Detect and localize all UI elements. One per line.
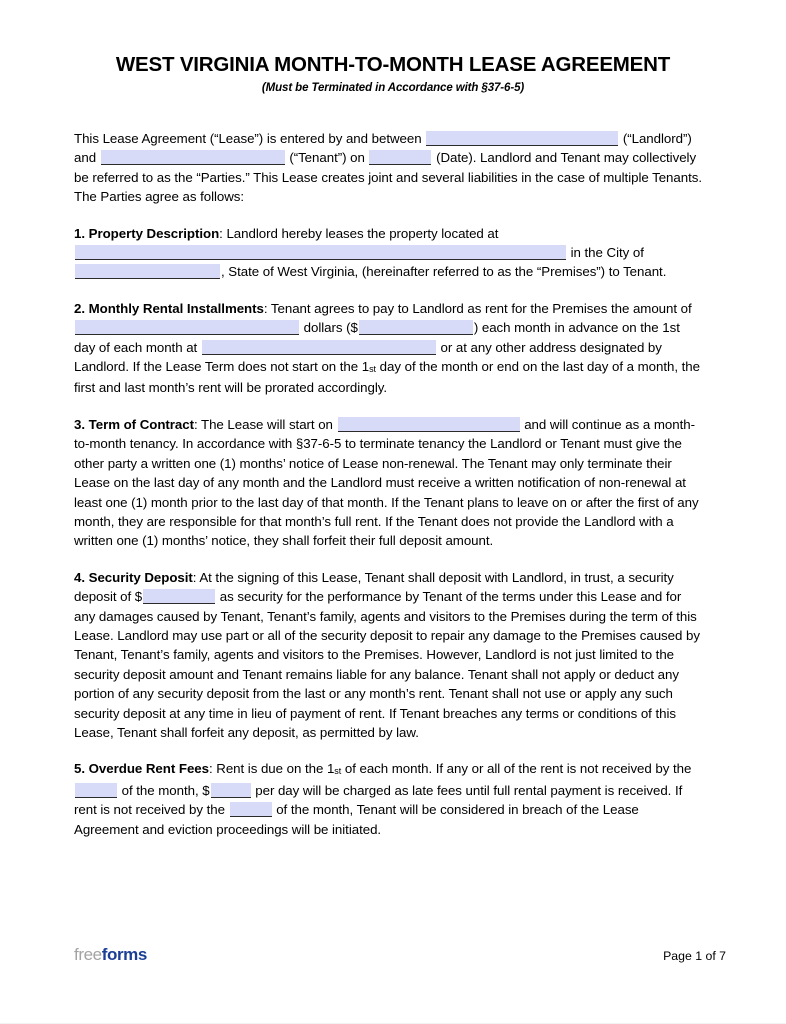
section-5-overdue-rent-fees (74, 759, 702, 839)
intro-text-3: (“Tenant”) on (285, 150, 369, 166)
intro-text-4: (Date). Landlord and Tenant may collectively be referred to as the “Parties.” This Lease creates joint and several liabilities in the case of multiple Tenants. The Parties agree as follows: (74, 150, 702, 205)
logo-text-free: free (74, 945, 102, 964)
section-5-text-2: of each month. If any or all of the rent is not received by the (341, 761, 692, 777)
section-5-text-4: per day will be charged as late fees until full rental payment is received. If rent is not received by the (74, 782, 683, 818)
section-2-monthly-rental-installments (74, 299, 702, 398)
section-4-text-2: as security for the performance by Tenant of the terms under this Lease and for any damages caused by Tenant, Tenant’s family, agents and visitors to the Premises during the term of this Lease. Landlord may use part or all of the security deposit to repair any damage to the Premises caused by Tenant, Tenant’s family, agents and visitors to the Premises. However, Landlord is not just limited to the security deposit amount and Tenant remains liable for any balance. Tenant shall not apply or deduct any portion of any security deposit from the last or any month’s rent. Tenant shall not use or apply any such security deposit at any time in lieu of payment of rent. If Tenant breaches any terms or conditions of this Lease, Tenant shall forfeit any deposit, as permitted by law. (74, 589, 700, 740)
document-footer (74, 945, 726, 971)
section-4-heading: 4. Security Deposit (74, 569, 193, 585)
property-city-field[interactable] (75, 264, 220, 279)
section-5-heading: 5. Overdue Rent Fees (74, 761, 209, 777)
security-deposit-amount-field[interactable] (143, 589, 215, 604)
late-fee-daily-amount-field[interactable] (211, 783, 251, 798)
rent-amount-numeric-field[interactable] (359, 320, 473, 335)
section-5-text-3: of the month, $ (118, 782, 210, 798)
ordinal-suffix-st-2: st (334, 766, 342, 777)
page-title: WEST VIRGINIA MONTH-TO-MONTH LEASE AGREEMENT (115, 53, 671, 76)
section-2-text-1: : Tenant agrees to pay to Landlord as rent for the Premises the amount of (263, 300, 692, 316)
section-1-heading: 1. Property Description (74, 225, 220, 241)
section-2-text-3: ) each month in advance on the 1st day of each month at (74, 320, 680, 355)
section-2-text-4: or at any other address designated by Landlord. If the Lease Term does not start on the 1 (74, 339, 662, 375)
section-2-text-5: day of the month or end on the last day of a month, the first and last month’s rent will be prorated accordingly. (74, 359, 700, 396)
section-2-heading: 2. Monthly Rental Installments (74, 300, 264, 316)
section-5-text-5: of the month, Tenant will be considered in breach of the Lease Agreement and eviction proceedings will be initiated. (74, 802, 639, 837)
late-fee-start-day-field[interactable] (75, 783, 117, 798)
section-1-property-description (74, 224, 702, 282)
document-header (0, 0, 786, 94)
freeforms-logo (74, 945, 147, 965)
rent-amount-words-field[interactable] (75, 320, 299, 335)
document-body (74, 129, 702, 839)
section-1-text-1: : Landlord hereby leases the property located at (219, 225, 499, 241)
logo-text-forms: forms (101, 945, 147, 964)
section-4-text-1: : At the signing of this Lease, Tenant shall deposit with Landlord, in trust, a security deposit of $ (74, 569, 674, 605)
rent-payment-address-field[interactable] (202, 340, 436, 355)
document-subtitle: (Must be Terminated in Accordance with §37-6-5) (261, 81, 525, 94)
lease-start-date-field[interactable] (338, 417, 520, 432)
property-address-field[interactable] (75, 245, 566, 260)
intro-text-1: This Lease Agreement (“Lease”) is entered by and between (74, 131, 426, 146)
intro-paragraph (74, 129, 702, 207)
section-1-text-3: , State of West Virginia, (hereinafter referred to as the “Premises”) to Tenant. (221, 264, 667, 280)
section-4-security-deposit (74, 568, 702, 743)
tenant-name-field[interactable] (101, 150, 285, 165)
ordinal-suffix-st: st (369, 364, 377, 375)
intro-text-2: (“Landlord”) and (74, 131, 692, 166)
section-3-text-2: and will continue as a month-to-month tenancy. In accordance with §37-6-5 to terminate tenancy the Landlord or Tenant must give the other party a written one (1) months’ notice of Lease non-renewal. The Tenant may only terminate their Lease on the last day of any month and the Landlord must receive a written notification of non-renewal at least one (1) month prior to the last day of that month. If the Tenant plans to leave on or after the first of any month, they are responsible for that month’s full rent. If the Tenant does not provide the Landlord with a written one (1) months’ notice, they shall forfeit their full deposit amount. (74, 416, 699, 549)
agreement-date-field[interactable] (369, 150, 431, 165)
section-3-heading: 3. Term of Contract (74, 416, 194, 432)
landlord-name-field[interactable] (426, 131, 618, 146)
section-1-text-2: in the City of (567, 245, 644, 261)
page-number: Page 1 of 7 (663, 949, 726, 963)
section-3-text-1: : The Lease will start on (193, 416, 337, 432)
eviction-threshold-day-field[interactable] (230, 802, 272, 817)
section-5-text-1: : Rent is due on the 1 (208, 761, 335, 777)
section-2-text-2: dollars ($ (300, 320, 358, 336)
section-3-term-of-contract (74, 415, 702, 551)
